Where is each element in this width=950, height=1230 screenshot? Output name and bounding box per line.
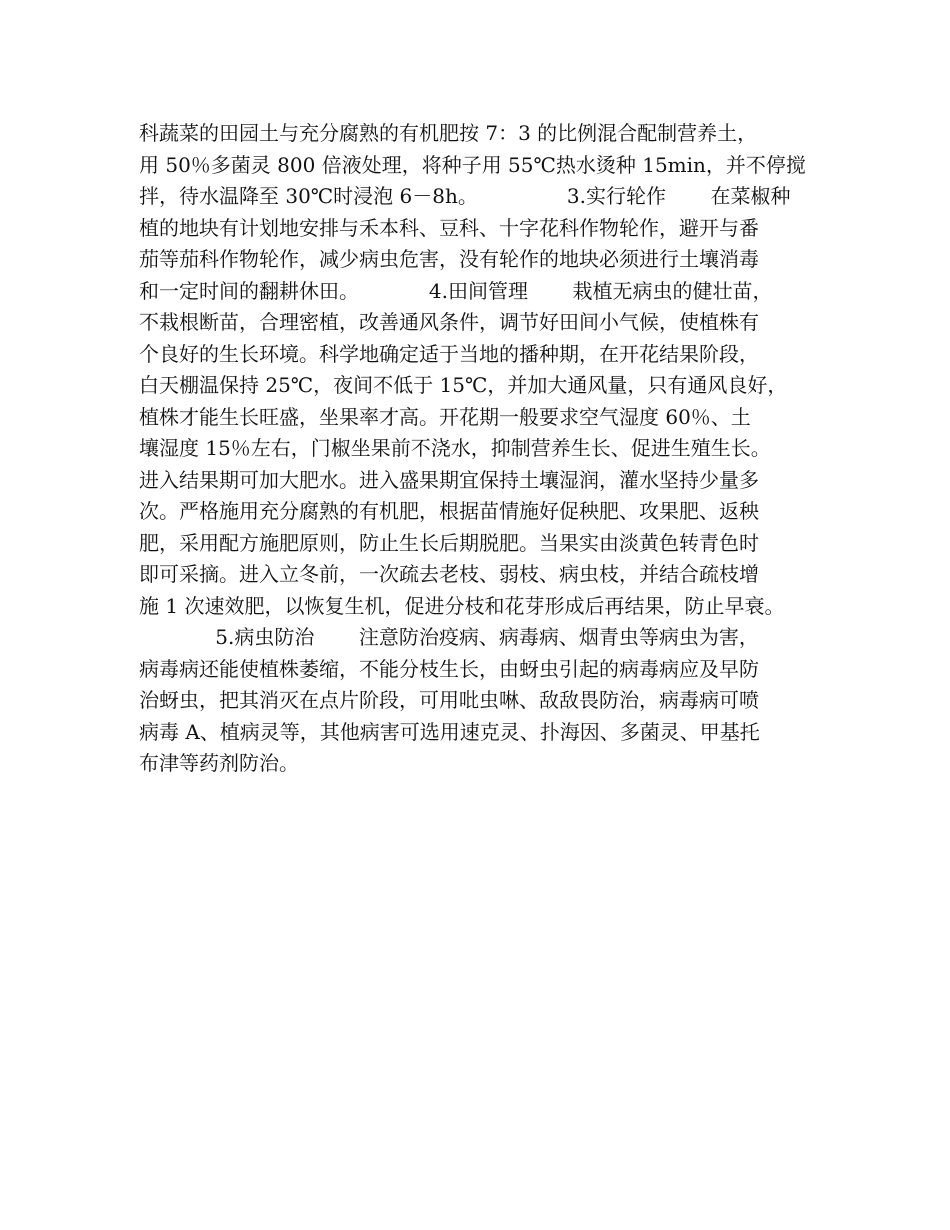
text-line: 不栽根断苗，合理密植，改善通风条件，调节好田间小气候，使植株有 [139,310,759,334]
text-line: 个良好的生长环境。科学地确定适于当地的播种期，在开花结果阶段， [139,341,759,366]
text-line: 植株才能生长旺盛，坐果率才高。开花期一般要求空气湿度 60％、土 [139,404,751,429]
text-line: 白天棚温保持 25℃，夜间不低于 15℃，并加大通风量，只有通风良好， [139,373,788,397]
text-line: 即可采摘。进入立冬前，一次疏去老枝、弱枝、病虫枝，并结合疏枝增 [139,562,759,586]
text-line: 肥，采用配方施肥原则，防止生长后期脱肥。当果实由淡黄色转青色时 [139,530,759,555]
text-line: 施 1 次速效肥，以恢复生机，促进分枝和花芽形成后再结果，防止早衰。 [139,593,785,618]
text-line: 5.病虫防治 注意防治疫病、病毒病、烟青虫等病虫为害， [139,625,759,649]
text-line: 茄等茄科作物轮作，减少病虫危害，没有轮作的地块必须进行土壤消毒 [139,247,759,271]
text-line: 治蚜虫，把其消灭在点片阶段，可用吡虫啉、敌敌畏防治，病毒病可喷 [139,688,759,712]
text-line: 病毒 A、植病灵等，其他病害可选用速克灵、扑海因、多菌灵、甲基托 [139,719,760,744]
text-line: 植的地块有计划地安排与禾本科、豆科、十字花科作物轮作，避开与番 [139,215,759,240]
text-line: 病毒病还能使植株萎缩，不能分枝生长，由蚜虫引起的病毒病应及早防 [139,656,759,681]
text-line: 用 50％多菌灵 800 倍液处理，将种子用 55℃热水烫种 15min，并不停搅 [139,152,806,177]
text-line: 次。严格施用充分腐熟的有机肥，根据苗情施好促秧肥、攻果肥、返秧 [139,499,759,523]
text-line: 科蔬菜的田园土与充分腐熟的有机肥按 7：3 的比例混合配制营养土， [139,121,758,145]
body-text [139,118,839,780]
text-line: 和一定时间的翻耕休田。 4.田间管理 栽植无病虫的健壮苗， [139,278,773,303]
text-line: 进入结果期可加大肥水。进入盛果期宜保持土壤湿润，灌水坚持少量多 [139,467,759,492]
text-line: 拌，待水温降至 30℃时浸泡 6－8h。 3.实行轮作 在菜椒种 [139,184,791,208]
text-line: 壤湿度 15％左右，门椒坐果前不浇水，抑制营养生长、促进生殖生长。 [139,436,771,460]
text-line: 布津等药剂防治。 [139,751,299,775]
